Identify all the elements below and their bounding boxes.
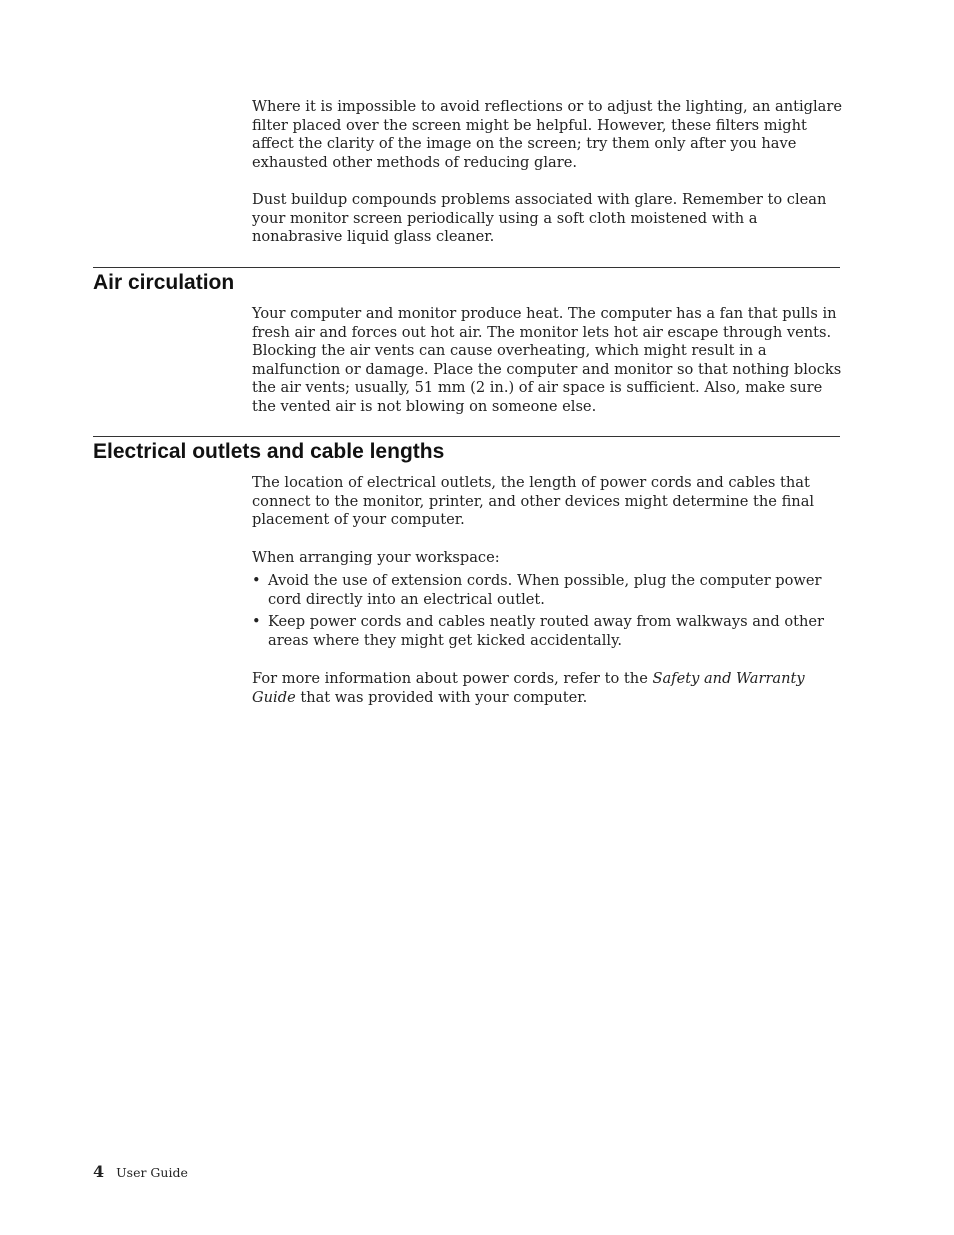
page-number: 4 [93,1162,105,1181]
electrical-paragraph: The location of electrical outlets, the length of power cords and cables that connect to the monitor, printer, and other devices might determine the final placement of your computer. [252,474,815,529]
page-footer [93,1162,188,1181]
section-divider-electrical [93,436,840,437]
list-item [252,572,842,609]
bullet-icon: • [252,572,261,589]
section-heading-air-circulation: Air circulation [93,271,235,294]
workspace-bullet-list [252,572,842,654]
list-intro: When arranging your workspace: [252,549,500,566]
bullet-icon: • [252,613,261,631]
intro-paragraph-antiglare: Where it is impossible to avoid reflections or to adjust the lighting, an antiglare filter placed over the screen might be helpful. However, these filters might affect the clarity of the image on the screen; try them only after you have exhausted other methods of reducing glare. [252,98,842,171]
list-item-text: Avoid the use of extension cords. When possible, plug the computer power cord directly into an electrical outlet. [268,572,822,608]
intro-paragraph-dust: Dust buildup compounds problems associated with glare. Remember to clean your monitor screen periodically using a soft cloth moistened with a nonabrasive liquid glass cleaner. [252,191,827,246]
footer-label: User Guide [116,1165,188,1180]
safety-guide-title: Safety and Warranty Guide [252,670,805,706]
list-item-text: Keep power cords and cables neatly routed away from walkways and other areas where they might get kicked accidentally. [268,613,824,649]
section-divider-air [93,267,840,268]
list-item [252,613,842,650]
closing-paragraph [252,670,842,707]
air-circulation-paragraph: Your computer and monitor produce heat. The computer has a fan that pulls in fresh air and forces out hot air. The monitor lets hot air escape through vents. Blocking the air vents can cause overheating, which might result in a malfunction or damage. Place the computer and monitor so that nothing blocks the air vents; usually, 51 mm (2 in.) of air space is sufficient. Also, make sure the vented air is not blowing on someone else. [252,305,842,415]
section-heading-electrical: Electrical outlets and cable lengths [93,440,445,463]
closing-text-after: that was provided with your computer. [295,688,588,706]
closing-text-before: For more information about power cords, refer to the [252,670,653,687]
